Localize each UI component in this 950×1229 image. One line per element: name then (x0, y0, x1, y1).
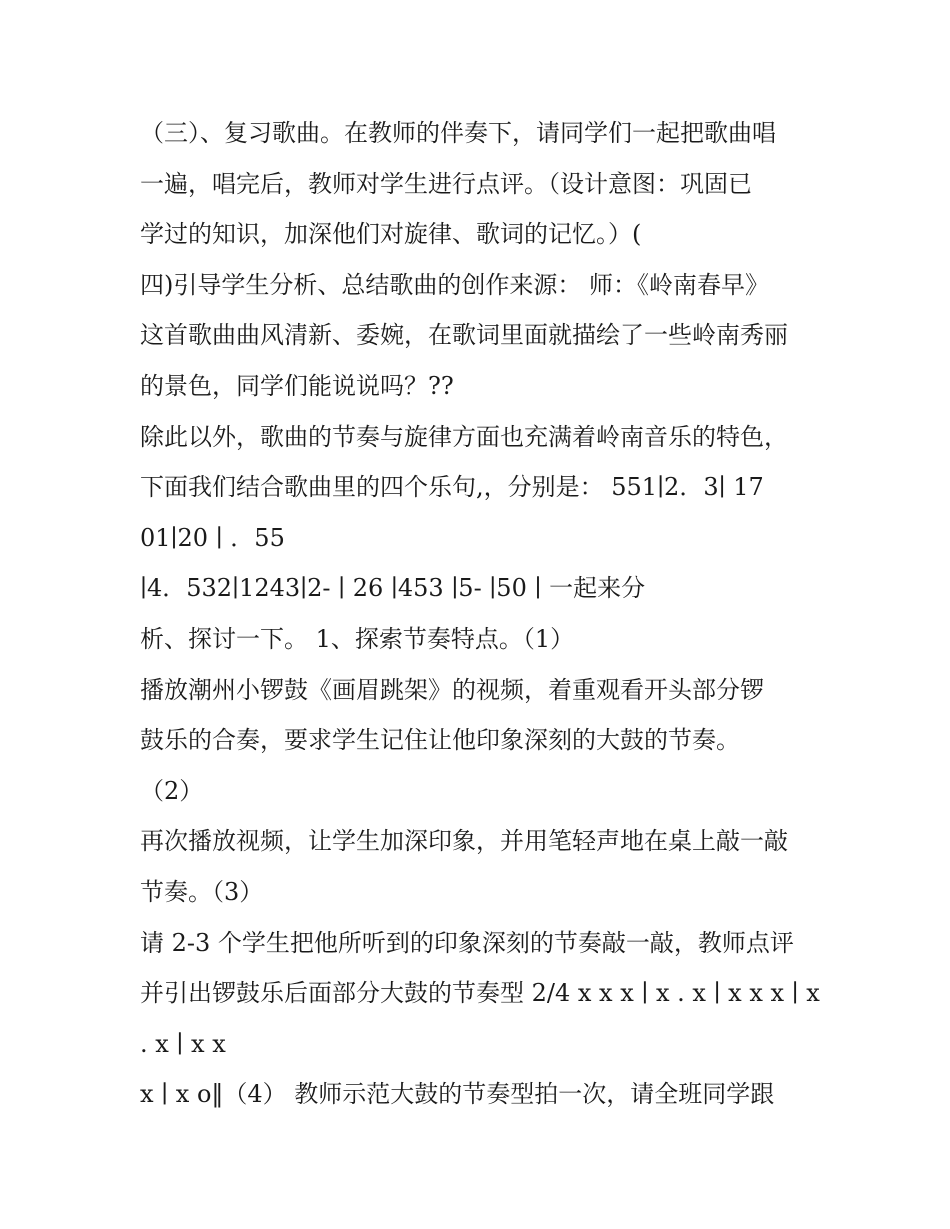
text-line: 学过的知识，加深他们对旋律、歌词的记忆。）( (140, 220, 642, 249)
text-line: 再次播放视频，让学生加深印象，并用笔轻声地在桌上敲一敲 (140, 827, 788, 856)
text-line: （2） (140, 776, 204, 805)
text-line: 播放潮州小锣鼓《画眉跳架》的视频，着重观看开头部分锣 (140, 675, 764, 704)
text-line: 四)引导学生分析、总结歌曲的创作来源： 师：《岭南春早》 (140, 270, 769, 299)
text-line: 节奏。（3） (140, 877, 264, 906)
text-line: 析、探讨一下。 1、探索节奏特点。（1） (140, 624, 575, 653)
text-line: 的景色，同学们能说说吗？?? (140, 371, 454, 400)
text-line: 鼓乐的合奏，要求学生记住让他印象深刻的大鼓的节奏。 (140, 726, 740, 755)
text-line: （三）、复习歌曲。在教师的伴奏下，请同学们一起把歌曲唱 (140, 119, 776, 147)
text-line: 一遍，唱完后，教师对学生进行点评。（设计意图：巩固已 (140, 169, 752, 198)
text-line: 下面我们结合歌曲里的四个乐句,，分别是： 551∣2．3∣ 17 (140, 473, 764, 502)
text-line: 并引出锣鼓乐后面部分大鼓的节奏型 2/4 x x x ∣ x . x ∣ x x x ∣ x (140, 979, 820, 1008)
text-line: 请 2-3 个学生把他所听到的印象深刻的节奏敲一敲，教师点评 (140, 928, 794, 957)
body-text (140, 108, 830, 1120)
text-line: 除此以外，歌曲的节奏与旋律方面也充满着岭南音乐的特色， (140, 422, 788, 451)
text-line: . x ∣ x x (140, 1029, 226, 1058)
text-line: 01∣20 ∣ ．55 (140, 523, 285, 552)
text-line: ∣4．532∣1243∣2- ∣ 26 ∣453 ∣5- ∣50 ∣ 一起来分 (140, 574, 646, 603)
text-line: 这首歌曲曲风清新、委婉，在歌词里面就描绘了一些岭南秀丽 (140, 321, 788, 350)
text-line: x ∣ x o‖（4） 教师示范大鼓的节奏型拍一次，请全班同学跟 (140, 1080, 775, 1109)
